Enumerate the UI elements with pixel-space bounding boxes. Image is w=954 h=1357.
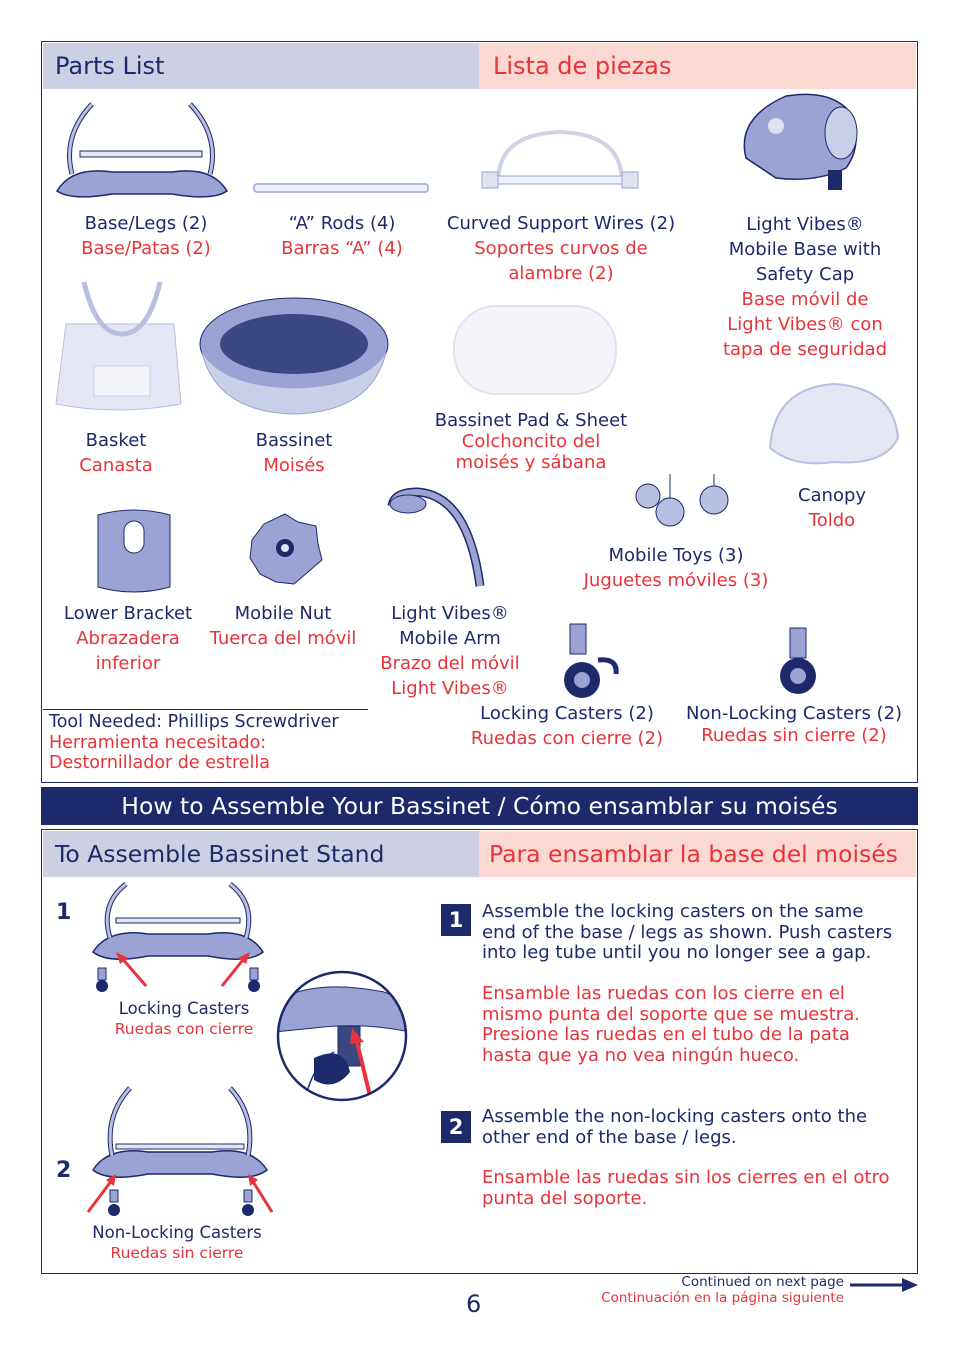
- stand-title-es: Para ensamblar la base del moisés: [479, 831, 916, 877]
- canopy-illustration: [764, 378, 902, 472]
- part-label-lower-bracket: Lower Bracket Abrazadera inferior: [63, 603, 193, 674]
- base-legs-illustration: [52, 96, 232, 206]
- mobile-nut-illustration: [246, 512, 324, 586]
- part-label-bassinet-pad: Bassinet Pad & Sheet Colchoncito del moisés y sábana: [434, 410, 628, 473]
- figure-2-number: 2: [56, 1158, 72, 1183]
- tool-needed-rule: [43, 709, 368, 710]
- non-locking-caster-illustration: [772, 624, 824, 698]
- basket-illustration: [56, 274, 188, 416]
- continued-note: Continued on next page Continuación en la página siguiente: [601, 1274, 844, 1306]
- figure-1-number: 1: [56, 900, 72, 925]
- assembly-banner: How to Assemble Your Bassinet / Cómo ensamblar su moisés: [41, 787, 918, 825]
- step-1-badge: 1: [441, 904, 471, 936]
- part-label-locking-casters: Locking Casters (2) Ruedas con cierre (2): [470, 703, 664, 749]
- figure-2-stand-illustration: [88, 1086, 272, 1222]
- part-label-a-rods: “A” Rods (4) Barras “A” (4): [281, 213, 403, 259]
- step-1-text-es: Ensamble las ruedas con los cierre en el mismo punta del soporte que se muestra. Presione las ruedas en el tubo de la pata hasta que ya no vea ningún hueco.: [482, 983, 860, 1066]
- part-label-mobile-toys: Mobile Toys (3) Juguetes móviles (3): [583, 545, 769, 591]
- locking-caster-illustration: [562, 620, 624, 702]
- mobile-toys-illustration: [630, 472, 734, 540]
- part-label-mobile-arm: Light Vibes® Mobile Arm Brazo del móvil Light Vibes®: [380, 603, 520, 699]
- parts-list-title-es: Lista de piezas: [479, 43, 916, 89]
- page-number: 6: [466, 1290, 482, 1318]
- mobile-base-illustration: [736, 88, 866, 200]
- tool-needed: Tool Needed: Phillips Screwdriver Herramienta necesitado: Destornillador de estrella: [49, 712, 339, 773]
- a-rod-illustration: [252, 180, 430, 196]
- part-label-non-locking-casters: Non-Locking Casters (2) Ruedas sin cierre (2): [685, 703, 903, 746]
- part-label-bassinet: Bassinet Moisés: [255, 430, 333, 476]
- step-2-badge: 2: [441, 1111, 471, 1143]
- lower-bracket-illustration: [94, 505, 174, 597]
- step-2-text-en: Assemble the non-locking casters onto the other end of the base / legs.: [482, 1106, 868, 1148]
- part-label-mobile-nut: Mobile Nut Tuerca del móvil: [209, 603, 357, 649]
- figure-2-label: Non-Locking Casters Ruedas sin cierre: [92, 1223, 262, 1262]
- part-label-mobile-base: Light Vibes® Mobile Base with Safety Cap Base móvil de Light Vibes® con tapa de seguridad: [722, 214, 888, 360]
- part-label-base-legs: Base/Legs (2) Base/Patas (2): [81, 213, 211, 259]
- bassinet-illustration: [196, 292, 392, 416]
- step-2-text-es: Ensamble las ruedas sin los cierres en el otro punta del soporte.: [482, 1167, 890, 1209]
- caster-detail-zoom: [274, 972, 410, 1102]
- figure-1-label: Locking Casters Ruedas con cierre: [114, 999, 254, 1038]
- step-1-text-en: Assemble the locking casters on the same end of the base / legs as shown. Push casters into leg tube until you no longer see a gap.: [482, 901, 893, 963]
- figure-1-stand-illustration: [88, 882, 268, 994]
- stand-title: To Assemble Bassinet Stand: [43, 831, 479, 877]
- curved-support-wire-illustration: [480, 124, 640, 196]
- part-label-canopy: Canopy Toldo: [797, 485, 867, 531]
- parts-list-title: Parts List: [43, 43, 479, 89]
- part-label-basket: Basket Canasta: [79, 430, 153, 476]
- arrow-right-icon: [850, 1278, 920, 1292]
- mobile-arm-illustration: [388, 486, 490, 590]
- bassinet-pad-illustration: [452, 304, 618, 396]
- part-label-curved-wires: Curved Support Wires (2) Soportes curvos de alambre (2): [446, 213, 676, 284]
